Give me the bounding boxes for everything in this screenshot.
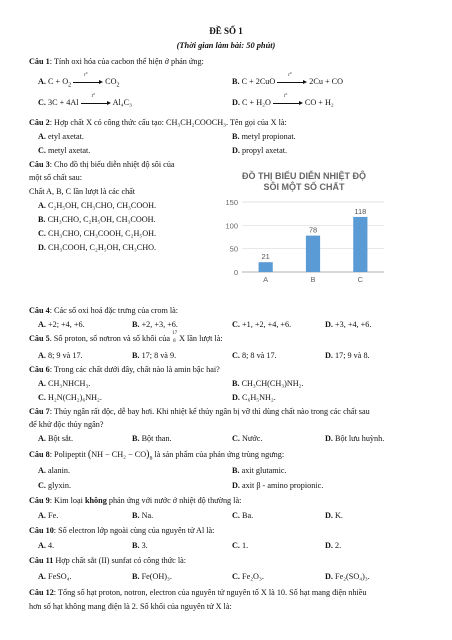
y-tick-label: 150 [225, 198, 238, 207]
q9-option-a: A. Fe. [38, 511, 59, 520]
q3-option-d: D. CH₃COOH, C₂H₅OH, CH₃CHO. [38, 243, 157, 252]
q5-option-a: A. 8; 9 và 17. [38, 351, 83, 360]
q10-option-d: D. 2. [325, 541, 342, 550]
q3-stem-line2: một số chất sau: [29, 173, 82, 182]
q1-option-b: B. C + 2CuO t° 2Cu + CO [232, 73, 344, 86]
q8-option-a: A. alanin. [38, 466, 71, 475]
q10-option-a: A. 4. [38, 541, 55, 550]
q4-option-d: D. +3, +4, +6. [325, 320, 372, 329]
q4-option-a: A. +2; +4, +6. [38, 320, 85, 329]
q6-option-c: C. H₂N(CH₂)₆NH₂. [38, 393, 102, 402]
q11-option-c: C. Fe₂O₃. [232, 572, 264, 581]
q9-option-c: C. Ba. [232, 511, 254, 520]
q11-option-d: D. Fe₂(SO₄)₃. [325, 572, 370, 581]
q7-stem-line1: Câu 7: Thủy ngân rất độc, dễ bay hơi. Khi nhiệt kế thủy ngân bị vỡ thì dùng chất nào trong các chất sau [29, 407, 370, 416]
q11-stem: Câu 11 Hợp chất sắt (II) sunfat có công thức là: [29, 556, 187, 565]
q3-option-b: B. CH₃CHO, C₂H₅OH, CH₃COOH. [38, 215, 156, 224]
q4-stem: Câu 4: Các số oxi hoá đặc trưng của crom là: [29, 306, 179, 315]
q5-option-b: B. 17; 8 và 9. [132, 351, 177, 360]
q9-stem: Câu 9: Kim loại không phản ứng với nước ở nhiệt độ thường là: [29, 496, 242, 505]
x-tick-label: A [263, 275, 269, 284]
q3-option-c: C. CH₃CHO, CH₃COOH, C₂H₅OH. [38, 229, 157, 238]
q2-option-a: A. etyl axetat. [38, 132, 84, 141]
q8-stem: Câu 8: Polipeptit $(NH - CH_2 - CO)_n$ là sản phẩm của phản ứng trùng ngưng: [29, 449, 285, 462]
q4-option-b: B. +2, +3, +6. [132, 320, 178, 329]
q3-option-a: A. C₂H₅OH, CH₃CHO, CH₃COOH. [38, 201, 157, 210]
q5-stem: Câu 5. Số proton, số nơtron và số khối của 17 8 X lần lượt là: [29, 331, 223, 345]
y-tick-label: 0 [233, 268, 238, 277]
q7-option-a: A. Bột sắt. [38, 434, 74, 443]
q2-stem: Câu 2: Hợp chất X có công thức cấu tạo: CH₃CH₂COOCH₃. Tên gọi của X là: [29, 118, 287, 127]
data-label: 21 [261, 252, 270, 262]
q11-option-a: A. FeSO₄. [38, 572, 72, 581]
bar [306, 236, 320, 272]
q1-option-c: C. 3C + 4Al t° Al₄C₃ [38, 94, 132, 107]
isotope-notation: 17 8 [172, 331, 178, 345]
q8-option-b: B. axit glutamic. [232, 466, 287, 475]
q6-stem: Câu 6: Trong các chất dưới đây, chất nào là amin bậc hai? [29, 365, 220, 374]
q7-option-c: C. Nước. [232, 434, 263, 443]
q6-option-a: A. CH₃NHCH₃. [38, 379, 91, 388]
q10-stem: Câu 10: Số electron lớp ngoài cùng của nguyên tử Al là: [29, 526, 215, 535]
q3-stem-line3: Chất A, B, C lần lượt là các chất [29, 187, 136, 196]
q6-option-b: B. CH₃CH(CH₃)NH₂. [232, 379, 304, 388]
chart-title-line2: SÔI MỘT SỐ CHẤT [263, 182, 345, 192]
x-tick-label: B [310, 275, 316, 284]
bar [353, 217, 367, 272]
q7-stem-line2: để khử độc thủy ngân? [29, 420, 104, 429]
data-label: 118 [354, 206, 367, 216]
q8-option-d: D. axit β - amino propionic. [232, 481, 324, 490]
q6-option-d: D. C₆H₅NH₂. [232, 393, 276, 402]
q2-option-b: B. metyl propionat. [232, 132, 296, 141]
chart-svg [212, 160, 392, 293]
q12-stem-line2: hơn số hạt không mang điện là 2. Số khối của nguyên tử X là: [29, 602, 232, 611]
q1-stem: Câu 1: Tính oxi hóa của cacbon thể hiện ở phản ứng: [29, 57, 204, 66]
q1-option-d: D. C + H₂O t° CO + H₂ [232, 94, 334, 107]
q11-option-b: B. Fe(OH)₃. [132, 572, 172, 581]
q7-option-d: D. Bột lưu huỳnh. [325, 434, 385, 443]
q10-option-b: B. 3. [132, 541, 148, 550]
data-label: 78 [308, 225, 318, 235]
exam-title: ĐỀ SỐ 1 [209, 26, 243, 36]
q2-option-d: D. propyl axetat. [232, 146, 288, 155]
q9-option-d: D. K. [325, 511, 343, 520]
bar [259, 262, 273, 272]
q5-option-c: C. 8; 8 và 17. [232, 351, 277, 360]
q7-option-b: B. Bột than. [132, 434, 172, 443]
boiling-point-chart [212, 160, 392, 293]
q1-option-a: A. $C + O_2$ t° $CO_2$ [38, 73, 120, 89]
y-tick-label: 100 [225, 221, 238, 231]
q12-stem-line1: Câu 12: Tổng số hạt proton, notron, electron của nguyên tử nguyên tố X là 10. Số hạt mang điện nhiều [29, 588, 367, 597]
q9-option-b: B. Na. [132, 511, 154, 520]
y-tick-label: 50 [229, 244, 238, 254]
q10-option-c: C. 1. [232, 541, 249, 550]
q5-option-d: D. 17; 9 và 8. [325, 351, 370, 360]
x-tick-label: C [357, 275, 364, 284]
q2-option-c: C. metyl axetat. [38, 146, 91, 155]
chart-title-line1: ĐỒ THỊ BIỂU DIỄN NHIỆT ĐỘ [241, 171, 367, 181]
exam-subtitle: (Thời gian làm bài: 50 phút) [176, 41, 276, 50]
q4-option-c: C. +1, +2, +4, +6. [232, 320, 292, 329]
q3-stem-line1: Câu 3: Cho đồ thị biểu diễn nhiệt độ sôi của [29, 160, 175, 169]
q8-option-c: C. glyxin. [38, 481, 71, 490]
